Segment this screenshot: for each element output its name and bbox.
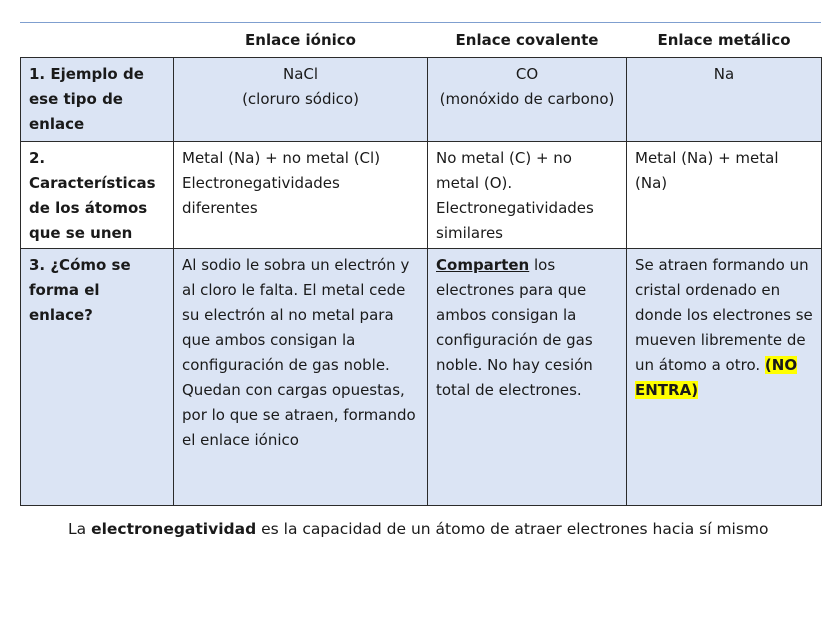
- header-empty: [21, 23, 174, 58]
- cell-line: NaCl: [282, 65, 319, 83]
- footnote-term: electronegatividad: [91, 520, 257, 538]
- row-label: 1. Ejemplo de ese tipo de enlace: [21, 58, 174, 142]
- table-row: [21, 249, 822, 506]
- cell-line: Na: [713, 65, 735, 83]
- cell-line: No metal (C) + no metal (O).: [436, 149, 572, 192]
- cell-metalico: [627, 58, 822, 142]
- cell-ionico: [174, 58, 428, 142]
- cell-covalente: [428, 142, 627, 249]
- definition-footnote: [68, 520, 769, 538]
- cell-covalente: [428, 249, 627, 506]
- cell-text: los electrones para que ambos consigan la configuración de gas noble. No hay cesión total de electrones.: [436, 256, 593, 399]
- header-metalico: Enlace metálico: [657, 30, 791, 49]
- cell-metalico: [627, 249, 822, 506]
- header-row: [21, 23, 822, 58]
- row-label: 2. Características de los átomos que se unen: [21, 142, 174, 249]
- cell-line: Metal (Na) + metal (Na): [635, 149, 779, 192]
- cell-text: Se atraen formando un cristal ordenado en donde los electrones se mueven libremente de un átomo a otro.: [635, 256, 813, 374]
- cell-covalente: [428, 58, 627, 142]
- row-label: 3. ¿Cómo se forma el enlace?: [21, 249, 174, 506]
- cell-line: (monóxido de carbono): [439, 90, 615, 108]
- emphasis-text: Comparten: [436, 256, 530, 274]
- footnote-prefix: La: [68, 520, 92, 538]
- table-row: [21, 58, 822, 142]
- cell-line: Metal (Na) + no metal (Cl): [182, 149, 381, 167]
- cell-line: Electronegatividades similares: [436, 199, 594, 242]
- cell-line: (cloruro sódico): [242, 90, 359, 108]
- bond-comparison-table: [20, 23, 822, 506]
- cell-metalico: [627, 142, 822, 249]
- cell-line: Electronegatividades diferentes: [182, 174, 340, 217]
- table-row: [21, 142, 822, 249]
- footnote-suffix: es la capacidad de un átomo de atraer electrones hacia sí mismo: [256, 520, 769, 538]
- header-covalente: Enlace covalente: [455, 30, 599, 49]
- highlight-note: (NO ENTRA): [635, 356, 798, 399]
- cell-ionico: Al sodio le sobra un electrón y al cloro le falta. El metal cede su electrón al no metal para que ambos consigan la configuración de gas noble. Quedan con cargas opuestas, por lo que se atraen, formando el enlace iónico: [174, 249, 428, 506]
- cell-ionico: [174, 142, 428, 249]
- cell-line: CO: [515, 65, 539, 83]
- header-ionico: Enlace iónico: [245, 30, 356, 49]
